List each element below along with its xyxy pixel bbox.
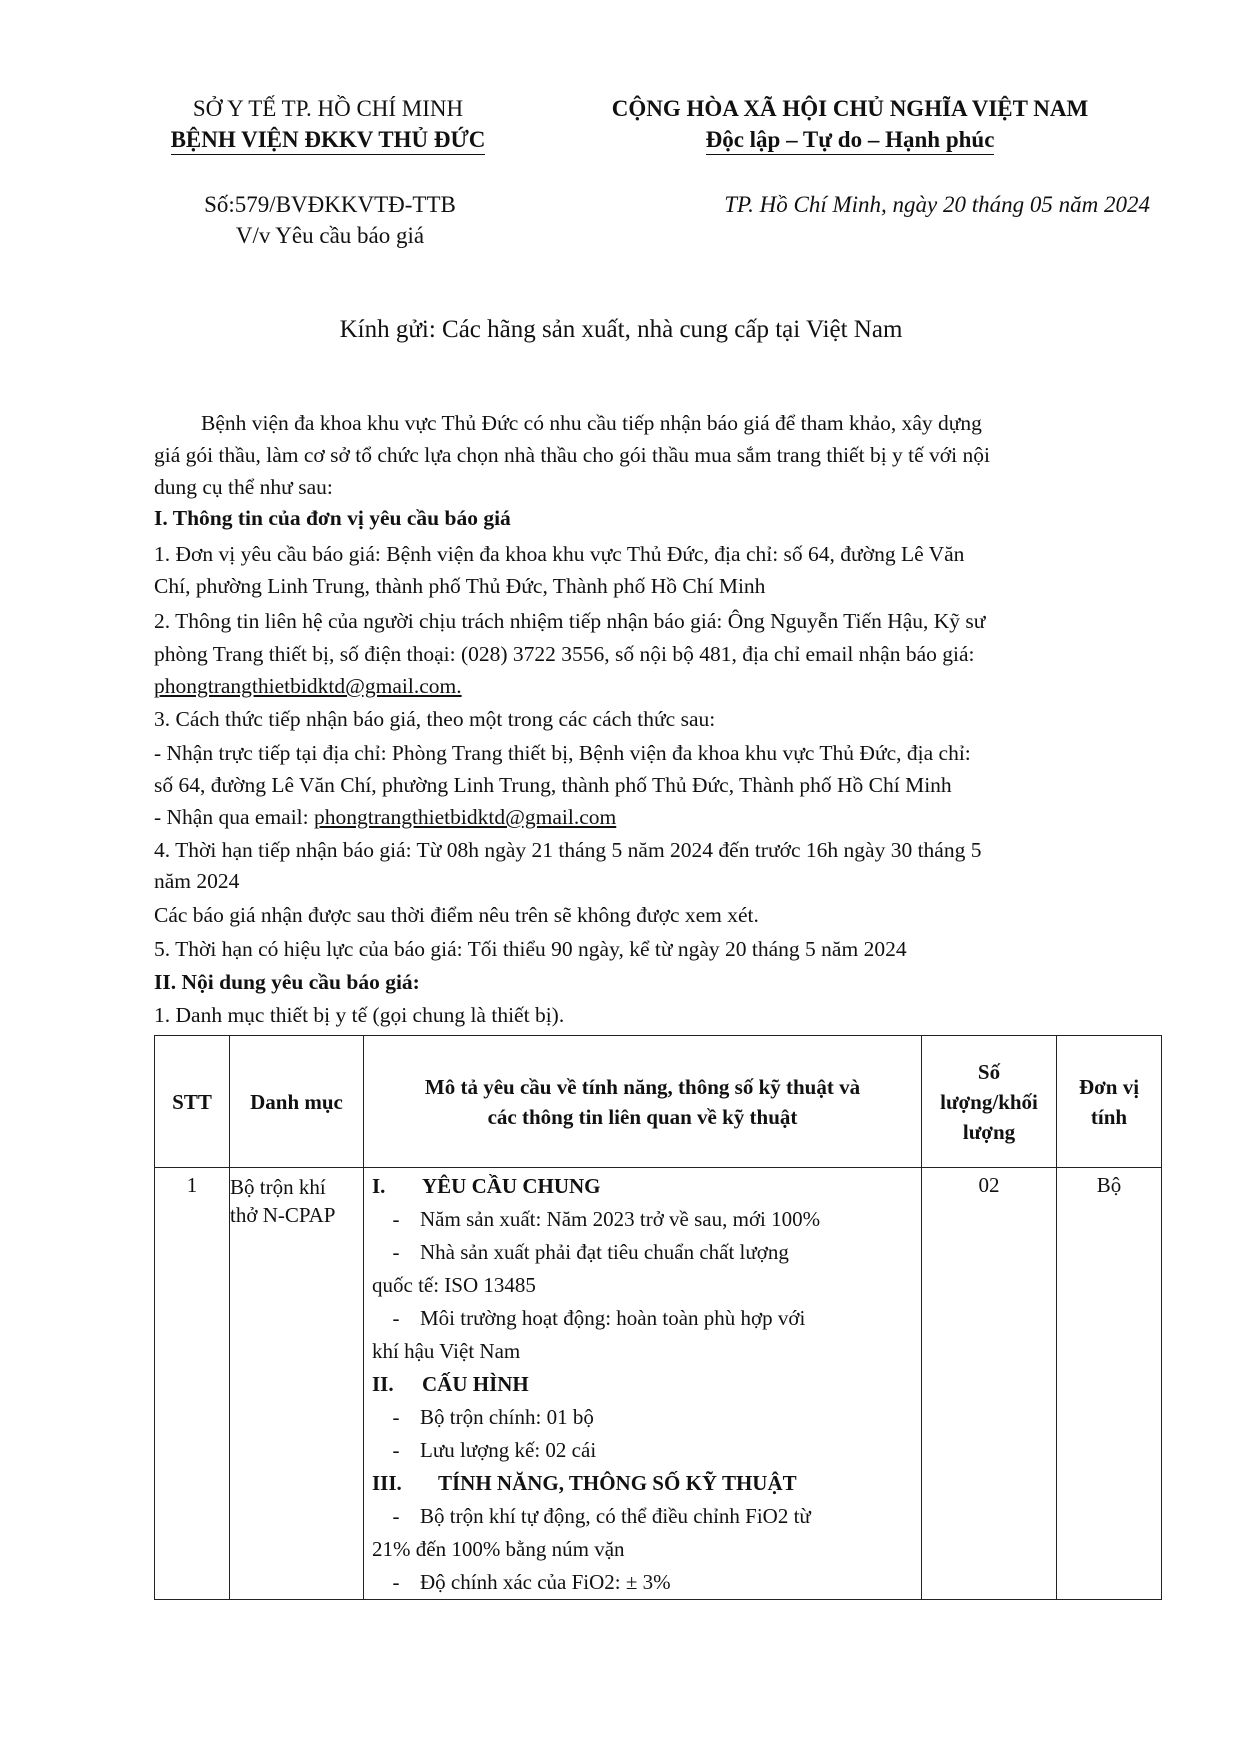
dash: - bbox=[392, 1438, 400, 1462]
intro-line: Bệnh viện đa khoa khu vực Thủ Đức có nhu cầu tiếp nhận báo giá để tham khảo, xây dựng bbox=[201, 411, 982, 435]
header-name: Danh mục bbox=[230, 1036, 364, 1168]
paragraph-line: năm 2024 bbox=[154, 869, 240, 893]
desc-text: Bộ trộn khí tự động, có thể điều chỉnh FiO2 từ bbox=[420, 1504, 811, 1528]
paragraph-line: 1. Danh mục thiết bị y tế (gọi chung là thiết bị). bbox=[154, 1003, 565, 1027]
header-desc-line: Mô tả yêu cầu về tính năng, thông số kỹ thuật và bbox=[424, 1074, 861, 1099]
email-link[interactable]: phongtrangthietbidktd@gmail.com bbox=[314, 805, 617, 829]
paragraph-line: 2. Thông tin liên hệ của người chịu trách nhiệm tiếp nhận báo giá: Ông Nguyễn Tiến Hậu, Kỹ sư bbox=[154, 609, 986, 633]
paragraph-line: 1. Đơn vị yêu cầu báo giá: Bệnh viện đa khoa khu vực Thủ Đức, địa chỉ: số 64, đường Lê Văn bbox=[154, 542, 965, 566]
section-number: II. bbox=[372, 1372, 394, 1396]
document-number: Số:579/BVĐKKVTĐ-TTB bbox=[204, 192, 456, 217]
cell-stt: 1 bbox=[155, 1168, 230, 1600]
desc-item bbox=[364, 1236, 921, 1269]
desc-item-cont: 21% đến 100% bằng núm vặn bbox=[372, 1537, 625, 1561]
document-date: TP. Hồ Chí Minh, ngày 20 tháng 05 năm 2024 bbox=[724, 192, 1150, 217]
desc-section bbox=[364, 1170, 921, 1203]
paragraph-line: Các báo giá nhận được sau thời điểm nêu trên sẽ không được xem xét. bbox=[154, 903, 759, 927]
email-link-text[interactable]: phongtrangthietbidktd@gmail.com. bbox=[154, 674, 462, 698]
desc-item-cont: khí hậu Việt Nam bbox=[372, 1339, 521, 1363]
desc-text: Năm sản xuất: Năm 2023 trở về sau, mới 100% bbox=[420, 1207, 821, 1231]
desc-item bbox=[364, 1500, 921, 1533]
hospital-name-text: BỆNH VIỆN ĐKKV THỦ ĐỨC bbox=[171, 127, 486, 155]
dash: - bbox=[392, 1504, 400, 1528]
desc-item-cont: quốc tế: ISO 13485 bbox=[372, 1273, 536, 1297]
desc-item bbox=[364, 1401, 921, 1434]
desc-item bbox=[364, 1203, 921, 1236]
country-title: CỘNG HÒA XÃ HỘI CHỦ NGHĨA VIỆT NAM bbox=[611, 96, 1089, 121]
intro-line: dung cụ thể như sau: bbox=[154, 475, 333, 499]
desc-text: Nhà sản xuất phải đạt tiêu chuẩn chất lượng bbox=[420, 1240, 789, 1264]
section-number: III. bbox=[372, 1471, 402, 1495]
header-unit-line: Đơn vị bbox=[1078, 1074, 1140, 1099]
desc-item bbox=[364, 1566, 921, 1599]
header-desc-line: các thông tin liên quan về kỹ thuật bbox=[487, 1104, 798, 1129]
header-unit bbox=[1057, 1036, 1162, 1168]
intro-line: giá gói thầu, làm cơ sở tổ chức lựa chọn nhà thầu cho gói thầu mua sắm trang thiết bị y tế với nội bbox=[154, 443, 991, 467]
header-quantity bbox=[922, 1036, 1057, 1168]
agency-name: SỞ Y TẾ TP. HỒ CHÍ MINH bbox=[192, 96, 464, 121]
equipment-table bbox=[154, 1035, 1162, 1600]
paragraph-line: - Nhận trực tiếp tại địa chỉ: Phòng Trang thiết bị, Bệnh viện đa khoa khu vực Thủ Đức, địa chỉ: bbox=[154, 741, 971, 765]
document-subject: V/v Yêu cầu báo giá bbox=[235, 223, 425, 248]
header-stt: STT bbox=[155, 1036, 230, 1168]
cell-unit: Bộ bbox=[1057, 1168, 1162, 1600]
desc-text: Lưu lượng kế: 02 cái bbox=[420, 1438, 597, 1462]
section-heading: CẤU HÌNH bbox=[422, 1372, 529, 1396]
section-heading: TÍNH NĂNG, THÔNG SỐ KỸ THUẬT bbox=[438, 1471, 797, 1495]
header-qty-line: lượng/khối bbox=[940, 1089, 1038, 1114]
header-qty-line: lượng bbox=[962, 1119, 1016, 1144]
dash: - bbox=[392, 1306, 400, 1330]
paragraph-line: 4. Thời hạn tiếp nhận báo giá: Từ 08h ngày 21 tháng 5 năm 2024 đến trước 16h ngày 30 tháng 5 bbox=[154, 838, 982, 862]
dash: - bbox=[392, 1405, 400, 1429]
recipient: Kính gửi: Các hãng sản xuất, nhà cung cấp tại Việt Nam bbox=[339, 316, 903, 343]
table-row bbox=[155, 1168, 1162, 1600]
name-line: thở N-CPAP bbox=[230, 1203, 336, 1227]
desc-text: Môi trường hoạt động: hoàn toàn phù hợp với bbox=[420, 1306, 806, 1330]
header-description bbox=[364, 1036, 922, 1168]
section-title: II. Nội dung yêu cầu báo giá: bbox=[154, 970, 420, 994]
desc-section bbox=[364, 1467, 921, 1500]
email-line bbox=[154, 805, 616, 830]
section-heading: YÊU CẦU CHUNG bbox=[422, 1174, 601, 1198]
section-number: I. bbox=[372, 1174, 386, 1198]
cell-quantity: 02 bbox=[922, 1168, 1057, 1600]
header-unit-line: tính bbox=[1090, 1104, 1128, 1129]
dash: - bbox=[392, 1240, 400, 1264]
desc-item bbox=[364, 1434, 921, 1467]
cell-description bbox=[364, 1168, 922, 1600]
desc-text: Độ chính xác của FiO2: ± 3% bbox=[420, 1570, 671, 1594]
motto bbox=[560, 127, 1140, 153]
cell-name bbox=[230, 1168, 364, 1600]
paragraph-line: 3. Cách thức tiếp nhận báo giá, theo một trong các cách thức sau: bbox=[154, 707, 716, 731]
paragraph-line: 5. Thời hạn có hiệu lực của báo giá: Tối thiểu 90 ngày, kể từ ngày 20 tháng 5 năm 2024 bbox=[154, 937, 907, 961]
name-line: Bộ trộn khí bbox=[230, 1175, 326, 1199]
paragraph-line: Chí, phường Linh Trung, thành phố Thủ Đức, Thành phố Hồ Chí Minh bbox=[154, 574, 766, 598]
desc-item bbox=[364, 1302, 921, 1335]
email-link[interactable] bbox=[154, 674, 462, 699]
section-title: I. Thông tin của đơn vị yêu cầu báo giá bbox=[154, 506, 511, 530]
motto-text: Độc lập – Tự do – Hạnh phúc bbox=[706, 127, 995, 155]
table-header-row bbox=[155, 1036, 1162, 1168]
paragraph-line: số 64, đường Lê Văn Chí, phường Linh Trung, thành phố Thủ Đức, Thành phố Hồ Chí Minh bbox=[154, 773, 952, 797]
desc-text: Bộ trộn chính: 01 bộ bbox=[420, 1405, 594, 1429]
dash: - bbox=[392, 1207, 400, 1231]
paragraph-line: phòng Trang thiết bị, số điện thoại: (028) 3722 3556, số nội bộ 481, địa chỉ email nhận báo giá: bbox=[154, 642, 975, 666]
dash: - bbox=[392, 1570, 400, 1594]
header-qty-line: Số bbox=[977, 1059, 1001, 1084]
desc-section bbox=[364, 1368, 921, 1401]
hospital-name bbox=[128, 127, 528, 153]
email-label: - Nhận qua email: bbox=[154, 805, 315, 829]
